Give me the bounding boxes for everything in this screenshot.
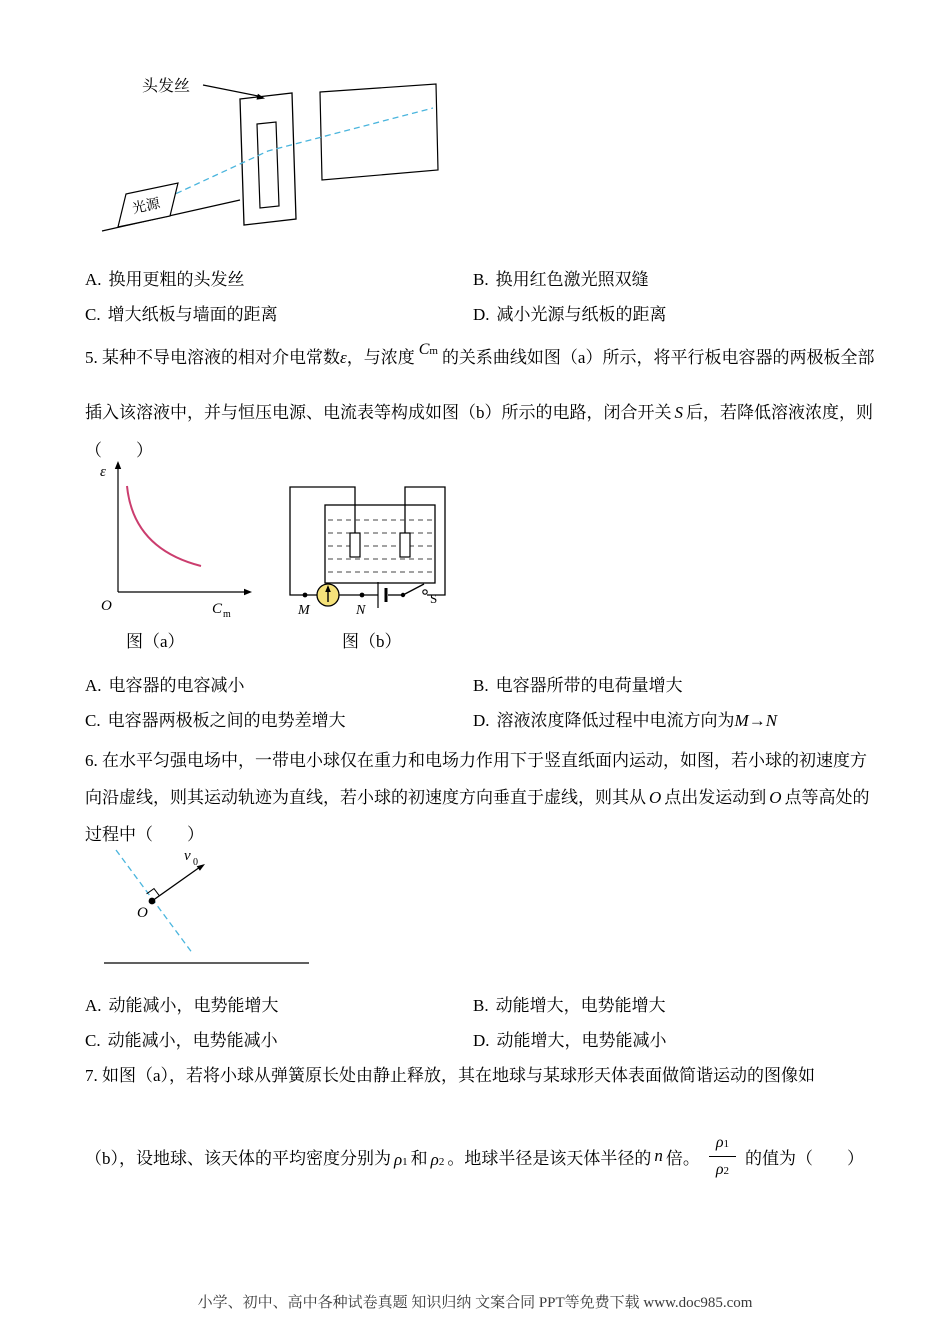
- option-label: C.: [85, 711, 101, 730]
- x-axis-label: C: [212, 601, 223, 617]
- terminal-n-ref: N: [765, 711, 778, 730]
- figure-b-caption: 图（b）: [342, 632, 402, 651]
- rho-ratio-fraction: [709, 1132, 736, 1181]
- option-label: A.: [85, 270, 102, 289]
- option-text: 溶液浓度降低过程中电流方向为: [496, 711, 735, 730]
- q6-stem-line1: [85, 746, 867, 771]
- stem-text: （b），设地球、该天体的平均密度分别为: [85, 1148, 391, 1168]
- stem-text: 后，若降低溶液浓度，则: [686, 403, 873, 422]
- stem-text: 7. 如图（a），若将小球从弹簧原长处由静止释放，其在地球与某球形天体表面做简谐运动的图像如: [85, 1066, 816, 1085]
- option-text: 电容器所带的电荷量增大: [495, 676, 683, 695]
- rho-base: ρ: [715, 1160, 724, 1178]
- right-wire: [405, 487, 445, 595]
- terminal-m-ref: M: [734, 711, 749, 730]
- option-label: D.: [473, 305, 490, 324]
- slit-opening: [257, 122, 279, 208]
- switch-s-variable: S: [674, 403, 683, 422]
- option-text: 换用红色激光照双缝: [495, 270, 649, 289]
- n-variable: n: [654, 1146, 663, 1165]
- q5-stem-line2: [85, 398, 873, 423]
- q5-figure-b-circuit: [278, 478, 463, 623]
- footer-text: 小学、初中、高中各种试卷真题 知识归纳 文案合同 PPT等免费下载 www.doc985.com: [197, 1295, 753, 1311]
- q5-stem-line1: [85, 343, 874, 368]
- q4-option-c: [85, 300, 278, 325]
- option-text: 动能增大，电势能减小: [496, 1031, 667, 1050]
- left-wire: [290, 487, 355, 595]
- point-o-variable: O: [649, 788, 662, 807]
- q7-stem-line1: [85, 1061, 815, 1086]
- stem-text: 倍。: [665, 1148, 700, 1168]
- point-o-variable: O: [769, 788, 782, 807]
- answer-brackets: （ ）: [85, 441, 153, 460]
- q4-option-b: [473, 265, 649, 290]
- q5-option-a: [85, 671, 245, 696]
- option-label: D.: [473, 711, 490, 730]
- terminal-m-dot: [303, 593, 308, 598]
- hair-pointer-line: [203, 85, 258, 96]
- light-source-label: 光源: [131, 196, 162, 218]
- terminal-n-label: N: [356, 603, 366, 618]
- stem-text: 点等高处的: [784, 788, 870, 807]
- y-axis-label: ε: [100, 464, 106, 480]
- option-text: 增大纸板与墙面的距离: [107, 305, 278, 324]
- q5-option-b: [473, 671, 683, 696]
- option-label: A.: [85, 996, 102, 1015]
- q6-figure: [92, 836, 322, 976]
- point-o-label: O: [137, 905, 148, 921]
- q5-option-d: [473, 706, 777, 731]
- stem-text: 插入该溶液中，并与恒压电源、电流表等构成如图（b）所示的电路，闭合开关: [85, 403, 672, 422]
- option-text: 换用更粗的头发丝: [108, 270, 245, 289]
- fraction-denominator: [709, 1157, 736, 1181]
- rho-base: ρ: [715, 1133, 724, 1151]
- option-label: B.: [473, 676, 489, 695]
- rho1-symbol: [394, 1150, 408, 1170]
- origin-label: O: [101, 598, 112, 614]
- option-text: 动能减小，电势能减小: [107, 1031, 278, 1050]
- rho1-subscript: 1: [723, 1137, 730, 1150]
- q4-option-d: [473, 300, 667, 325]
- fraction-numerator: [709, 1132, 736, 1157]
- switch-label: S: [430, 591, 438, 606]
- q6-option-b: [473, 991, 666, 1016]
- option-label: C.: [85, 1031, 101, 1050]
- option-text: 电容器两极板之间的电势差增大: [107, 711, 346, 730]
- footer: [0, 1291, 950, 1312]
- initial-velocity-arrow: [152, 867, 200, 901]
- stem-text: 的值为（ ）: [745, 1148, 865, 1168]
- rho2-subscript: 2: [438, 1156, 445, 1168]
- y-axis-arrowhead: [115, 461, 121, 469]
- q4-option-a: [85, 265, 245, 290]
- stem-text: 6. 在水平匀强电场中，一带电小球仅在重力和电场力作用下于竖直纸面内运动，如图，若小球的初速度方: [85, 751, 867, 770]
- x-axis-arrowhead: [244, 589, 252, 595]
- option-text: 动能减小，电势能增大: [108, 996, 279, 1015]
- epsilon-symbol: ε: [340, 348, 347, 367]
- terminal-n-dot: [360, 593, 365, 598]
- q5-figure-a-graph: [88, 452, 258, 624]
- option-text: 电容器的电容减小: [108, 676, 245, 695]
- q7-stem-line2: [85, 1120, 864, 1192]
- capacitor-plate-right: [400, 533, 410, 557]
- option-label: C.: [85, 305, 101, 324]
- stem-text: 点出发运动到: [664, 788, 767, 807]
- stem-text: ，与浓度: [346, 348, 415, 367]
- screen: [320, 84, 438, 180]
- option-label: D.: [473, 1031, 490, 1050]
- concentration-symbol: [419, 339, 438, 359]
- liquid-dashes: [328, 520, 432, 572]
- stem-text: 向沿虚线，则其运动轨迹为直线，若小球的初速度方向垂直于虚线，则其从: [85, 788, 646, 807]
- option-label: A.: [85, 676, 102, 695]
- epsilon-vs-concentration-curve: [127, 486, 201, 566]
- switch-contact: [423, 590, 427, 594]
- q5-option-c: [85, 706, 346, 731]
- option-text: 动能增大，电势能增大: [495, 996, 666, 1015]
- switch-blade: [403, 584, 424, 595]
- velocity-label-subscript: 0: [193, 857, 198, 868]
- q4-hair-diffraction-figure: [95, 60, 450, 245]
- q6-option-c: [85, 1026, 278, 1051]
- option-text: 减小光源与纸板的距离: [496, 305, 667, 324]
- stem-text: 过程中（ ）: [85, 825, 204, 844]
- cm-subscript: m: [429, 345, 438, 357]
- beaker: [325, 505, 435, 583]
- cm-base: C: [418, 341, 430, 358]
- velocity-label: v: [184, 848, 191, 864]
- rho-base: ρ: [394, 1150, 403, 1169]
- rho1-subscript: 1: [402, 1156, 408, 1168]
- arrow-glyph: →: [748, 711, 766, 730]
- figure-a-caption: 图（a）: [126, 632, 185, 651]
- hair-label: 头发丝: [142, 78, 191, 95]
- stem-text: 。地球半径是该天体半径的: [447, 1148, 652, 1168]
- q6-option-a: [85, 991, 279, 1016]
- rho2-symbol: [431, 1150, 445, 1170]
- option-label: B.: [473, 996, 489, 1015]
- rho-base: ρ: [430, 1150, 439, 1169]
- stem-text: 和: [410, 1148, 428, 1168]
- q6-option-d: [473, 1026, 667, 1051]
- capacitor-plate-left: [350, 533, 360, 557]
- q6-stem-line2: [85, 783, 870, 808]
- stem-text: 5. 某种不导电溶液的相对介电常数: [85, 348, 340, 367]
- stem-text: 的关系曲线如图（a）所示，将平行板电容器的两极板全部: [441, 348, 875, 367]
- rho2-subscript: 2: [723, 1164, 730, 1177]
- x-axis-label-subscript: m: [223, 609, 231, 620]
- terminal-m-label: M: [298, 603, 310, 618]
- slit-plate: [240, 93, 296, 225]
- option-label: B.: [473, 270, 489, 289]
